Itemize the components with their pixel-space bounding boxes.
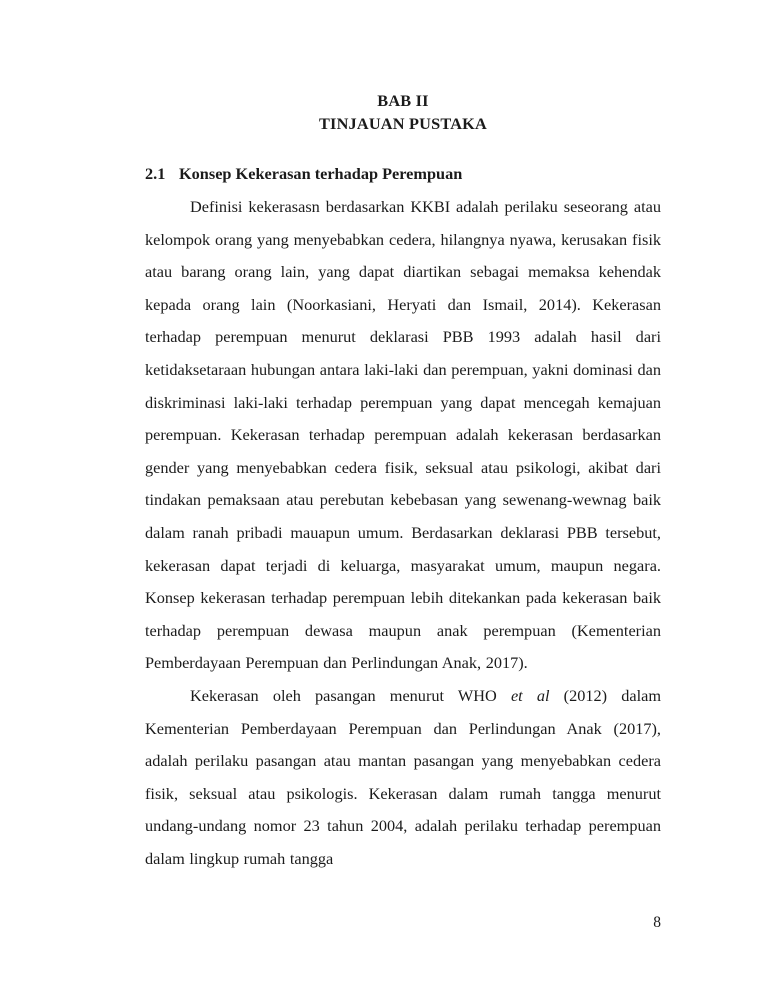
paragraph-2-text: Kekerasan oleh pasangan menurut WHO xyxy=(190,685,511,705)
paragraph-1: Definisi kekerasasn berdasarkan KKBI adalah perilaku seseorang atau kelompok orang yang menyebabkan cedera, hilangnya nyawa, kerusakan fisik atau barang orang lain, yang dapat diartikan sebagai memaksa kehendak kepada orang lain (Noorkasiani, Heryati dan Ismail, 2014). Kekerasan terhadap perempuan menurut deklarasi PBB 1993 adalah hasil dari ketidaksetaraan hubungan antara laki-laki dan perempuan, yakni dominasi dan diskriminasi laki-laki terhadap perempuan yang dapat mencegah kemajuan perempuan. Kekerasan terhadap perempuan adalah kekerasan berdasarkan gender yang menyebabkan cedera fisik, seksual atau psikologi, akibat dari tindakan pemaksaan atau perebutan kebebasan yang sewenang-wewnag baik dalam ranah pribadi mauapun umum. Berdasarkan deklarasi PBB tersebut, kekerasan dapat terjadi di keluarga, masyarakat umum, maupun negara. Konsep kekerasan terhadap perempuan lebih ditekankan pada kekerasan baik terhadap perempuan dewasa maupun anak perempuan (Kementerian Pemberdayaan Perempuan dan Perlindungan Anak, 2017). xyxy=(145,197,661,673)
page-number: 8 xyxy=(653,914,661,931)
chapter-name: TINJAUAN PUSTAKA xyxy=(319,114,487,133)
chapter-title xyxy=(145,89,661,135)
section-number: 2.1 xyxy=(145,164,166,183)
paragraph-2 xyxy=(145,680,661,876)
section-heading xyxy=(145,162,661,185)
paragraph-2-italic-et-al: et al xyxy=(510,685,550,705)
paragraph-2-text-continued: (2012) dalam Kementerian Pemberdayaan Perempuan dan Perlindungan Anak (2017), adalah perilaku pasangan atau mantan pasangan yang menyebabkan cedera fisik, seksual atau psikologis. Kekerasan dalam rumah tangga menurut undang-undang nomor 23 tahun 2004, adalah perilaku terhadap perempuan dalam lingkup rumah tangga xyxy=(145,685,662,868)
chapter-number: BAB II xyxy=(377,91,429,110)
section-title: Konsep Kekerasan terhadap Perempuan xyxy=(179,164,463,183)
